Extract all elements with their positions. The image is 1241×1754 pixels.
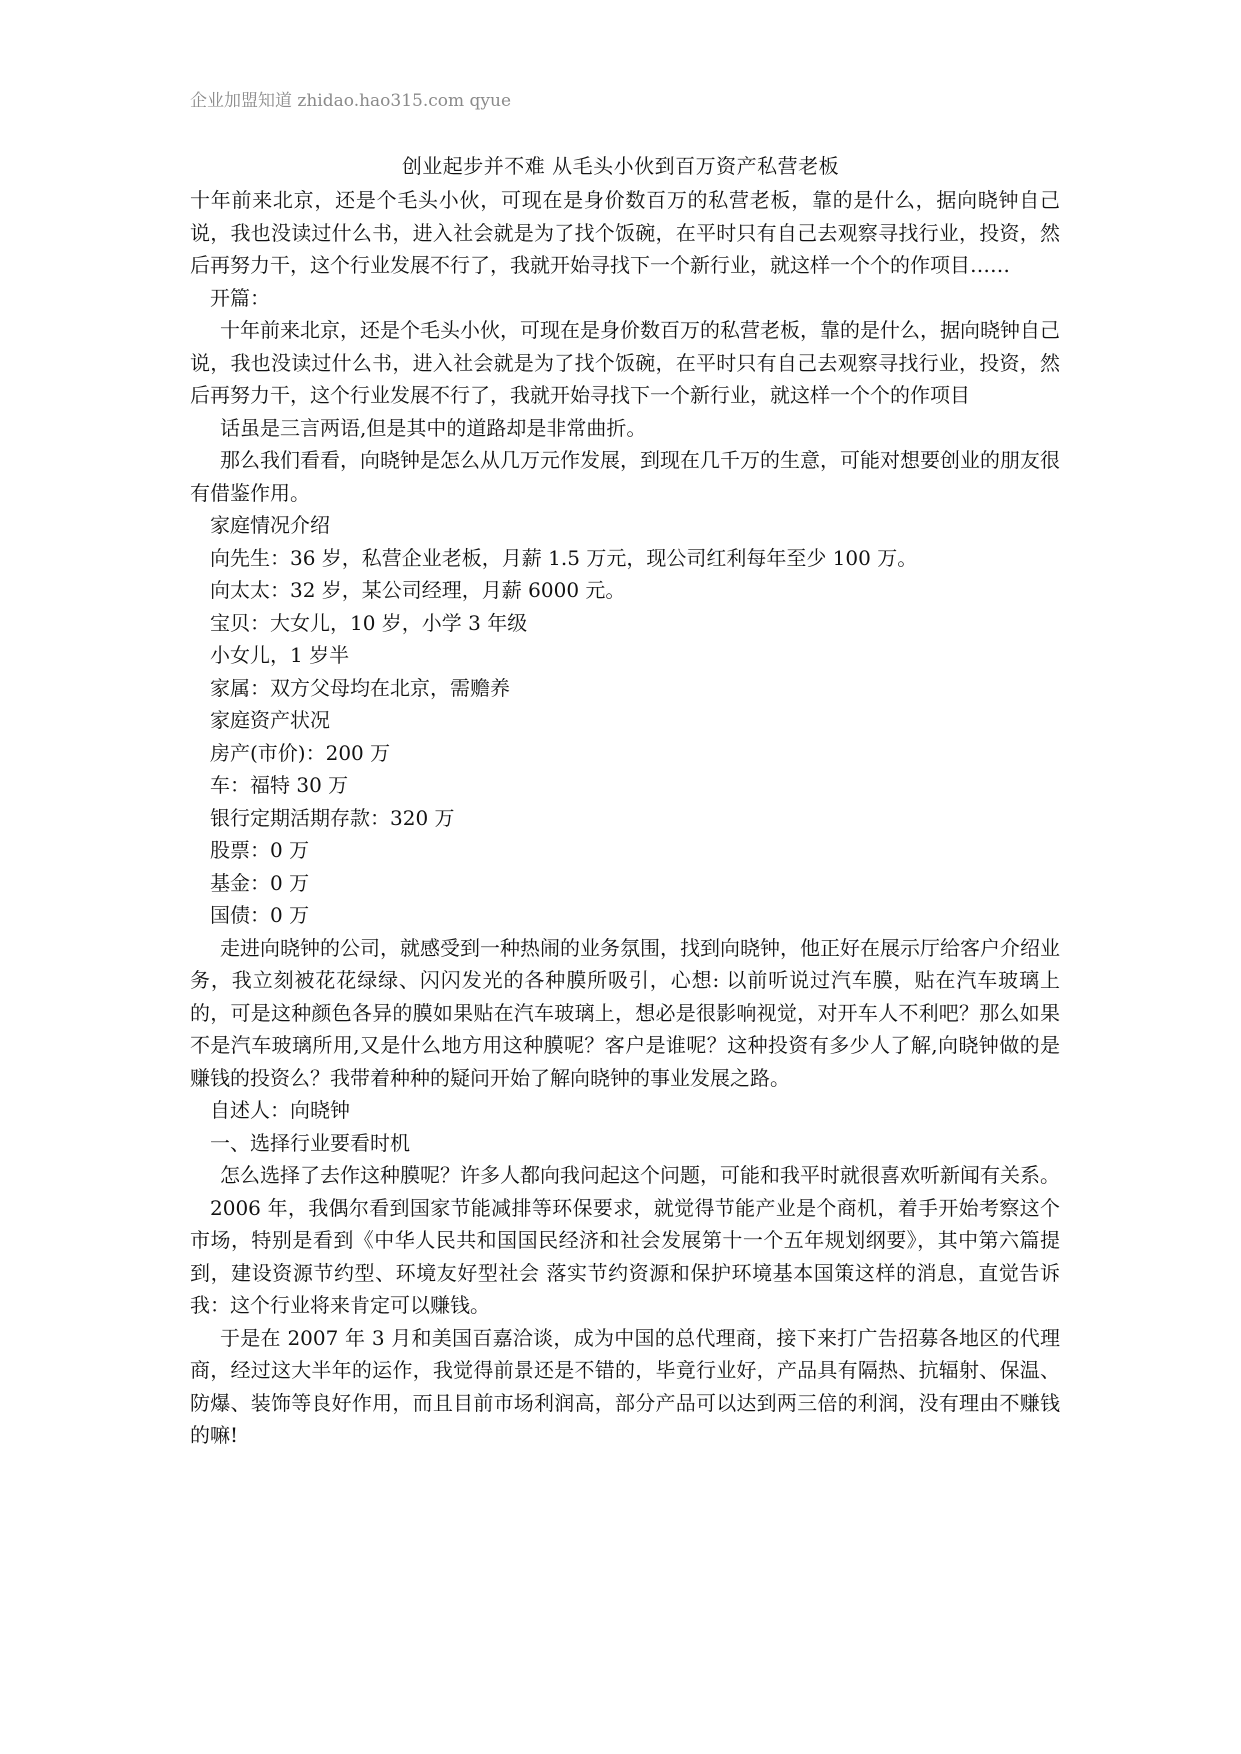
paragraph: 于是在 2007 年 3 月和美国百嘉洽谈，成为中国的总代理商，接下来打广告招募各地区的代理商，经过这大半年的运作，我觉得前景还是不错的，毕竟行业好，产品具有隔热、抗辐射、保温、防爆、装饰等良好作用，而且目前市场利润高，部分产品可以达到两三倍的利润，没有理由不赚钱的嘛!	[190, 1325, 1060, 1447]
paragraph: 自述人：向晓钟	[210, 1098, 350, 1122]
paragraph: 向先生：36 岁，私营企业老板，月薪 1.5 万元，现公司红利每年至少 100 万。	[210, 545, 918, 570]
paragraph: 车：福特 30 万	[210, 773, 349, 797]
paragraph: 十年前来北京，还是个毛头小伙，可现在是身价数百万的私营老板，靠的是什么，据向晓钟自己说，我也没读过什么书，进入社会就是为了找个饭碗，在平时只有自己去观察寻找行业，投资，然后再努力干，这个行业发展不行了，我就开始寻找下一个新行业，就这样一个个的作项目	[190, 318, 1060, 407]
paragraph: 基金：0 万	[210, 870, 310, 895]
paragraph: 小女儿，1 岁半	[210, 643, 350, 667]
paragraph: 股票：0 万	[210, 838, 310, 862]
paragraph: 银行定期活期存款：320 万	[210, 805, 455, 830]
paragraph: 开篇：	[210, 285, 270, 310]
paragraph: 家庭资产状况	[210, 708, 330, 732]
paragraph: 2006 年，我偶尔看到国家节能减排等环保要求，就觉得节能产业是个商机，着手开始考察这个市场，特别是看到《中华人民共和国国民经济和社会发展第十一个五年规划纲要》，其中第六篇提到，建设资源节约型、环境友好型社会 落实节约资源和保护环境基本国策这样的消息，直觉告诉我：这个行业将来肯定可以赚钱。	[190, 1195, 1060, 1317]
paragraph: 怎么选择了去作这种膜呢？许多人都向我问起这个问题，可能和我平时就很喜欢听新闻有关系。	[220, 1163, 1060, 1187]
paragraph: 向太太：32 岁，某公司经理，月薪 6000 元。	[210, 578, 626, 602]
article-title: 创业起步并不难 从毛头小伙到百万资产私营老板	[401, 154, 840, 178]
article-body	[190, 184, 1060, 1452]
page-header: 企业加盟知道 zhidao.hao315.com qyue	[190, 91, 512, 111]
paragraph: 宝贝：大女儿，10 岁，小学 3 年级	[210, 610, 528, 635]
paragraph: 房产(市价)：200 万	[210, 740, 391, 765]
paragraph: 家属：双方父母均在北京，需赡养	[210, 675, 510, 700]
paragraph: 家庭情况介绍	[210, 513, 330, 537]
paragraph: 一、选择行业要看时机	[210, 1130, 410, 1155]
paragraph: 话虽是三言两语,但是其中的道路却是非常曲折。	[220, 415, 647, 440]
paragraph: 那么我们看看，向晓钟是怎么从几万元作发展，到现在几千万的生意，可能对想要创业的朋友很有借鉴作用。	[190, 448, 1060, 505]
paragraph: 十年前来北京，还是个毛头小伙，可现在是身价数百万的私营老板，靠的是什么，据向晓钟自己说，我也没读过什么书，进入社会就是为了找个饭碗，在平时只有自己去观察寻找行业，投资，然后再努力干，这个行业发展不行了，我就开始寻找下一个新行业，就这样一个个的作项目……	[190, 188, 1060, 277]
paragraph: 走进向晓钟的公司，就感受到一种热闹的业务氛围，找到向晓钟，他正好在展示厅给客户介绍业务，我立刻被花花绿绿、闪闪发光的各种膜所吸引，心想: 以前听说过汽车膜，贴在汽车玻璃上的，可是这种颜色各异的膜如果贴在汽车玻璃上，想必是很影响视觉，对开车人不利吧？那么如果不是汽车玻璃所用,又是什么地方用这种膜呢？客户是谁呢？这种投资有多少人了解,向晓钟做的是赚钱的投资么？我带着种种的疑问开始了解向晓钟的事业发展之路。	[190, 935, 1060, 1090]
paragraph: 国债：0 万	[210, 903, 310, 927]
